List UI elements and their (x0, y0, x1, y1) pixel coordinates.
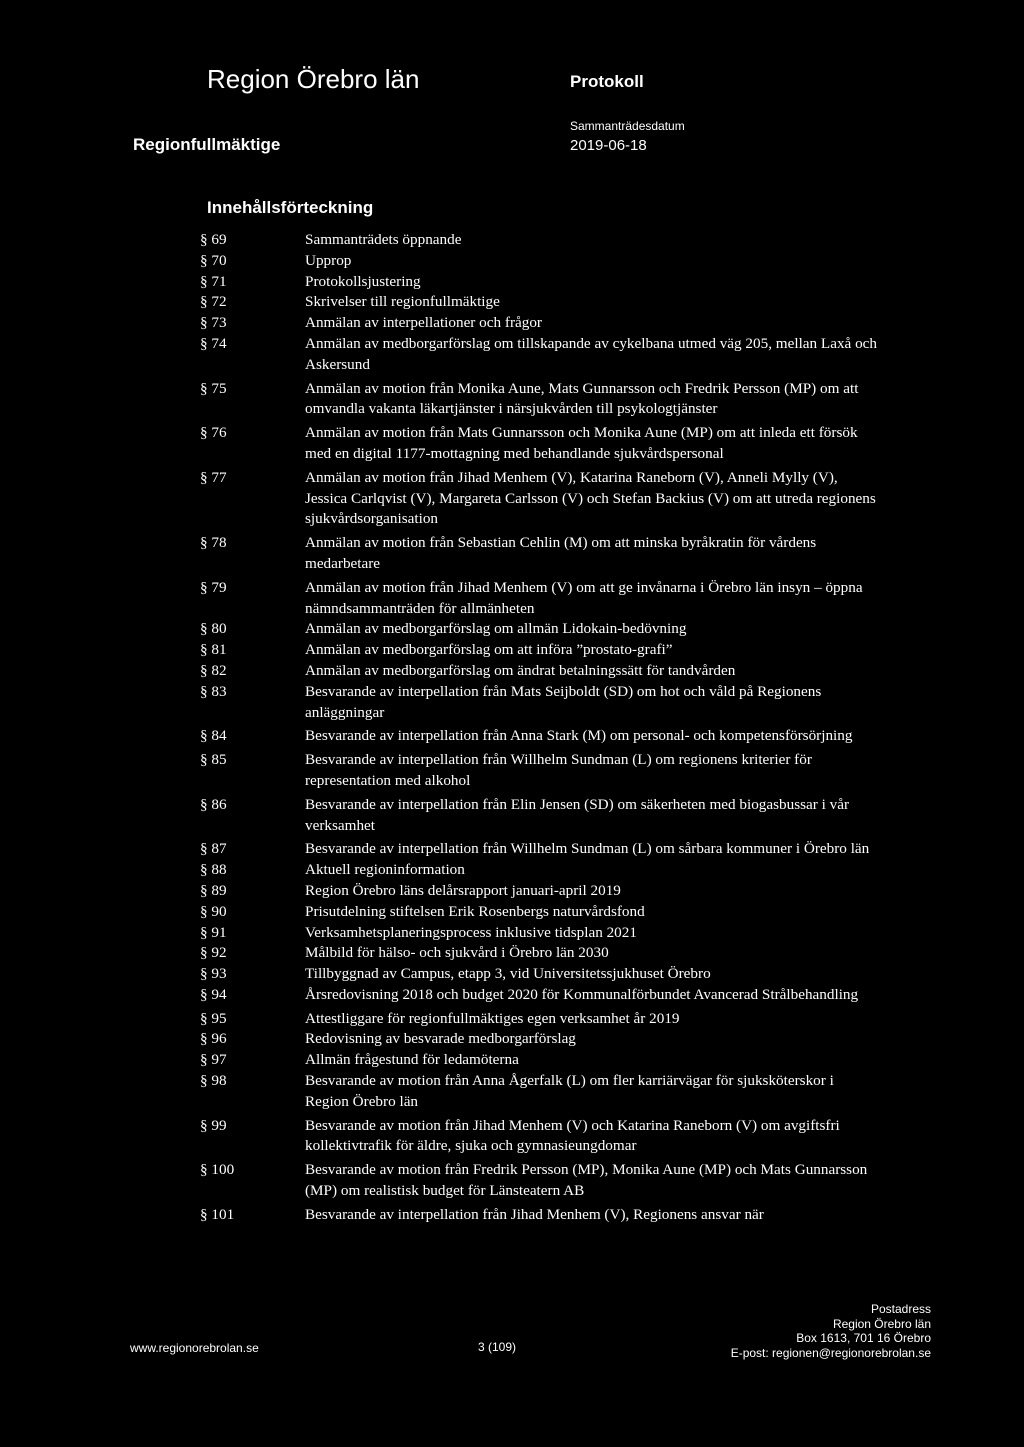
toc-item-number: § 92 (200, 944, 227, 962)
toc-item-number: § 94 (200, 985, 227, 1003)
toc-item (200, 1160, 880, 1202)
toc-item-number: § 95 (200, 1009, 227, 1027)
toc-item (200, 423, 880, 465)
toc-item-number: § 88 (200, 861, 227, 879)
postal-address (731, 1302, 931, 1360)
toc-item (200, 640, 880, 661)
toc-item (200, 292, 880, 313)
toc-item-number: § 79 (200, 578, 227, 596)
toc-item (200, 1009, 880, 1030)
toc-item-title: Besvarande av motion från Jihad Menhem (V) och Katarina Raneborn (V) om avgiftsfri kollektivtrafik för äldre, sjuka och gymnasieungdomar (305, 1116, 840, 1155)
toc-item-number: § 85 (200, 751, 227, 769)
toc-item-title: Anmälan av motion från Jihad Menhem (V) om att ge invånarna i Örebro län insyn – öppna nämndsammanträden för allmänheten (305, 578, 863, 617)
address-label: Postadress (870, 1302, 931, 1316)
toc-item (200, 964, 880, 985)
toc-item-title: Besvarande av interpellation från Anna Stark (M) om personal- och kompetensförsörjning (305, 727, 853, 745)
toc-item-title: Anmälan av motion från Mats Gunnarsson och Monika Aune (MP) om att inleda ett försök med en digital 1177-mottagning med behandlande sjukvårdspersonal (305, 424, 858, 462)
toc-item (200, 251, 880, 272)
toc-item (200, 578, 880, 620)
toc-item-title: Anmälan av motion från Monika Aune, Mats Gunnarsson och Fredrik Persson (MP) om att omvandla vakanta läkartjänster i närsjukvården till psykologtjänster (305, 379, 859, 418)
document-type: Protokoll (570, 72, 644, 91)
toc-item-number: § 87 (200, 840, 227, 858)
toc-item (200, 943, 880, 964)
toc-item-number: § 101 (200, 1205, 235, 1223)
toc-item-title: Anmälan av medborgarförslag om tillskapande av cykelbana utmed väg 205, mellan Laxå och Askersund (305, 334, 878, 373)
toc-item (200, 230, 880, 251)
toc-item-title: Årsredovisning 2018 och budget 2020 för Kommunalförbundet Avancerad Strålbehandling (305, 985, 859, 1003)
toc-item (200, 1050, 880, 1071)
toc-item-number: § 89 (200, 881, 227, 899)
toc-item-number: § 97 (200, 1051, 227, 1069)
toc-item-title: Besvarande av interpellation från Willhelm Sundman (L) om regionens kriterier för representation med alkohol (305, 751, 812, 789)
toc-item-title: Allmän frågestund för ledamöterna (305, 1051, 519, 1069)
meeting-date: 2019-06-18 (570, 137, 647, 154)
toc-item-title: Besvarande av motion från Fredrik Persson (MP), Monika Aune (MP) och Mats Gunnarsson (MP) om realistisk budget för Länsteatern AB (305, 1161, 868, 1200)
toc-item-number: § 86 (200, 795, 227, 813)
toc-item (200, 1205, 880, 1226)
toc-item-number: § 71 (200, 272, 227, 290)
toc-item-title: Skrivelser till regionfullmäktige (305, 293, 500, 311)
toc-item (200, 902, 880, 923)
toc-item-title: Protokollsjustering (305, 272, 421, 290)
toc-item-title: Upprop (305, 251, 352, 269)
footer-website[interactable]: www.regionorebrolan.se (130, 1341, 259, 1355)
toc-item-title: Redovisning av besvarade medborgarförslag (305, 1030, 576, 1048)
toc-item-number: § 100 (200, 1161, 235, 1179)
toc-item (200, 881, 880, 902)
toc-item-title: Prisutdelning stiftelsen Erik Rosenbergs naturvårdsfond (305, 902, 645, 920)
toc-item (200, 468, 880, 530)
toc-item-number: § 80 (200, 620, 227, 638)
toc-item (200, 379, 880, 421)
toc-item-number: § 74 (200, 334, 227, 352)
toc-item-number: § 81 (200, 641, 227, 659)
toc-item-title: Anmälan av motion från Sebastian Cehlin (M) om att minska byråkratin för vårdens medarbetare (305, 534, 817, 572)
address-name: Region Örebro län (832, 1316, 931, 1331)
toc-item-title: Anmälan av medborgarförslag om att införa ”prostato-grafi” (305, 641, 673, 659)
toc-item-number: § 73 (200, 314, 227, 332)
toc-item-number: § 84 (200, 727, 227, 745)
toc-item-number: § 77 (200, 468, 227, 486)
toc-item-title: Anmälan av medborgarförslag om allmän Lidokain-bedövning (305, 620, 687, 638)
toc-item (200, 1029, 880, 1050)
toc-item-title: Aktuell regioninformation (305, 861, 465, 879)
toc-item-number: § 70 (200, 251, 227, 269)
toc-item-title: Besvarande av interpellation från Elin Jensen (SD) om säkerheten med biogasbussar i vår verksamhet (305, 795, 850, 834)
toc-item (200, 313, 880, 334)
toc-item-number: § 72 (200, 293, 227, 311)
toc-item (200, 661, 880, 682)
toc-item-title: Sammanträdets öppnande (305, 231, 462, 248)
address-email[interactable]: E-post: regionen@regionorebrolan.se (730, 1345, 931, 1360)
toc-item-number: § 99 (200, 1116, 227, 1134)
toc-item (200, 860, 880, 881)
toc-title: Innehållsförteckning (207, 198, 374, 217)
toc-item (200, 750, 880, 792)
toc-item-title: Besvarande av interpellation från Jihad Menhem (V), Regionens ansvar när (305, 1205, 764, 1223)
toc-item-title: Anmälan av motion från Jihad Menhem (V), Katarina Raneborn (V), Anneli Mylly (V), Jessica Carlqvist (V), Margareta Carlsson (V) och Stefan Backius (V) om att utreda regionens sjukvårdsorganisation (305, 468, 876, 528)
toc-item-title: Besvarande av interpellation från Mats Seijboldt (SD) om hot och våld på Regionens anläggningar (305, 682, 822, 721)
toc-item (200, 272, 880, 293)
toc-item (200, 923, 880, 944)
address-box: Box 1613, 701 16 Örebro (796, 1331, 931, 1345)
toc-item-number: § 83 (200, 682, 227, 700)
toc-item-number: § 82 (200, 661, 227, 679)
toc-item (200, 619, 880, 640)
toc-item (200, 682, 880, 724)
toc-item-number: § 91 (200, 923, 227, 941)
toc-item-number: § 96 (200, 1030, 227, 1048)
toc-item-title: Attestliggare för regionfullmäktiges egen verksamhet år 2019 (305, 1009, 680, 1027)
page-number: 3 (109) (478, 1340, 517, 1354)
toc-item-number: § 90 (200, 902, 227, 920)
toc-item-title: Anmälan av interpellationer och frågor (305, 314, 542, 332)
toc-item-title: Tillbyggnad av Campus, etapp 3, vid Universitetssjukhuset Örebro (305, 965, 711, 983)
toc-item-title: Målbild för hälso- och sjukvård i Örebro län 2030 (305, 944, 609, 962)
body-name: Regionfullmäktige (133, 135, 281, 154)
toc-item (200, 795, 880, 837)
toc-item (200, 726, 880, 747)
toc-item (200, 533, 880, 575)
toc-item-number: § 76 (200, 424, 227, 442)
toc-item (200, 1116, 880, 1158)
toc-item-title: Region Örebro läns delårsrapport januari-april 2019 (305, 881, 621, 899)
toc-item (200, 985, 880, 1006)
toc-item (200, 334, 880, 376)
toc-item (200, 839, 880, 860)
organization-name: Region Örebro län (207, 64, 420, 94)
toc-item-title: Anmälan av medborgarförslag om ändrat betalningssätt för tandvården (305, 661, 736, 679)
toc-item (200, 1071, 880, 1113)
toc-item-number: § 78 (200, 534, 227, 552)
toc-item-number: § 75 (200, 379, 227, 397)
toc-item-title: Besvarande av interpellation från Willhelm Sundman (L) om sårbara kommuner i Örebro län (305, 840, 870, 858)
toc-item-title: Verksamhetsplaneringsprocess inklusive tidsplan 2021 (305, 923, 637, 941)
toc-item-number: § 69 (200, 231, 227, 248)
toc-item-number: § 98 (200, 1072, 227, 1090)
toc-item-number: § 93 (200, 965, 227, 983)
toc-item-title: Besvarande av motion från Anna Ågerfalk (L) om fler karriärvägar för sjuksköterskor i Region Örebro län (305, 1072, 834, 1110)
table-of-contents (200, 230, 880, 1226)
meeting-date-label: Sammanträdesdatum (570, 119, 685, 133)
